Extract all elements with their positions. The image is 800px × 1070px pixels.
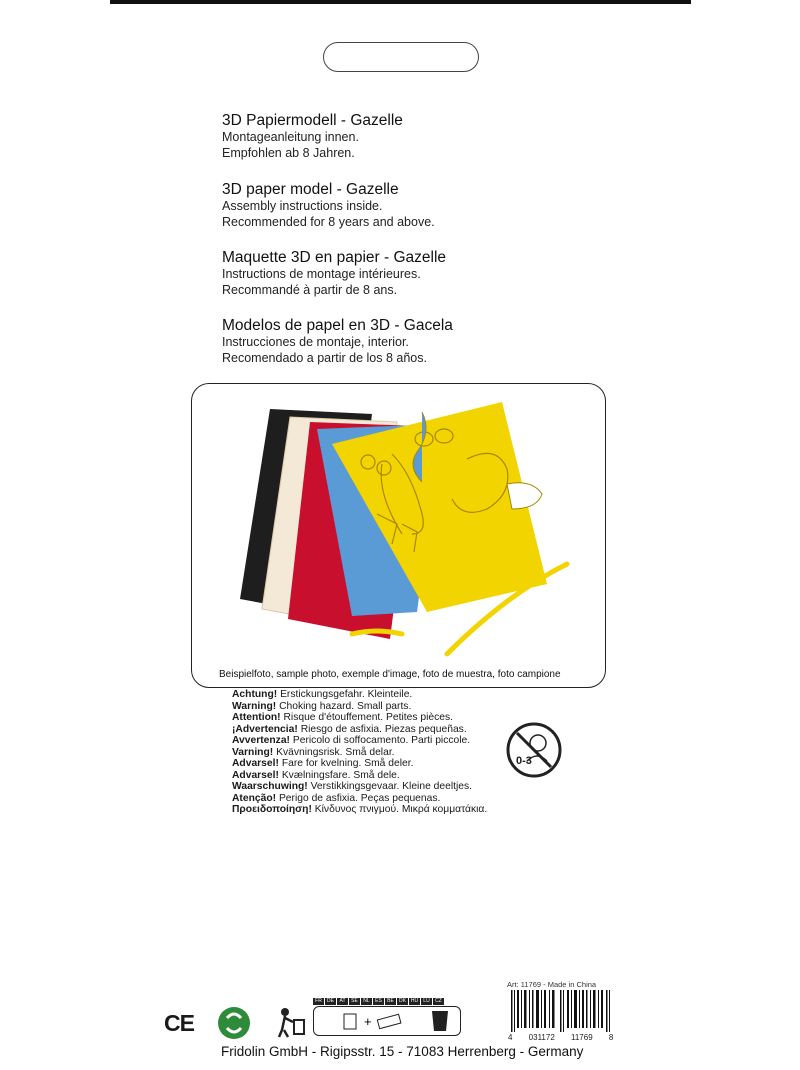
flag-hu: HU [410,998,419,1004]
plastic-icon [377,1014,401,1028]
flag-se: SE [349,998,360,1005]
bin-icon [432,1011,448,1031]
age-warning-icon [505,721,563,779]
flag-nl: NL [361,998,372,1005]
desc-line: Recommandé à partir de 8 ans. [222,282,398,297]
language-flags [313,998,445,1005]
warning-row [232,747,512,759]
warning-row [232,712,512,724]
warning-text: Kvävningsrisk. Små delar. [276,746,395,758]
warning-text: Perigo de asfixia. Peças pequenas. [278,792,441,804]
flag-at: AT [337,998,348,1005]
company-address: Fridolin GmbH - Rigipsstr. 15 - 71083 Herrenberg - Germany [221,1044,584,1059]
warning-row [232,689,512,701]
desc-en [222,180,642,230]
warning-text: Choking hazard. Small parts. [279,700,412,712]
desc-title: 3D paper model - Gazelle [222,181,399,198]
warning-label: Atenção! [232,792,277,804]
warning-label: Varning! [232,746,274,758]
desc-title: Modelos de papel en 3D - Gacela [222,317,453,334]
desc-line: Recommended for 8 years and above. [222,214,435,229]
age-label: 0-3 [516,755,532,767]
warning-label: Advarsel! [232,758,279,770]
desc-line: Empfohlen ab 8 Jahren. [222,145,355,160]
warning-label: Waarschuwing! [232,781,308,793]
plus-icon: + [364,1014,372,1029]
barcode-digits: 4 031172 11769 8 [508,1033,614,1042]
warning-label: Advarsel! [232,769,279,781]
top-edge-bar [110,0,691,4]
flag-de: DE [325,998,336,1005]
warning-text: Risque d'étouffement. Petites pièces. [283,712,453,724]
warning-row [232,735,512,747]
flag-fr: FR [313,998,324,1005]
warning-label: ¡Advertencia! [232,723,298,735]
warning-row [232,793,512,805]
barcode-icon [505,988,623,1032]
desc-line: Instructions de montage intérieures. [222,267,421,281]
warning-text: Kvælningsfare. Små dele. [281,769,400,781]
warning-row [232,758,512,770]
warning-row [232,804,512,816]
warning-label: Avvertenza! [232,735,290,747]
warning-row [232,770,512,782]
desc-line: Montageanleitung innen. [222,130,359,144]
desc-fr [222,248,642,298]
desc-title: Maquette 3D en papier - Gazelle [222,249,447,266]
flag-lu: LU [421,998,432,1005]
warning-row [232,724,512,736]
warning-row [232,701,512,713]
desc-line: Recomendado a partir de los 8 años. [222,350,427,365]
warning-label: Προειδοποίηση! [232,804,312,816]
flag-cz: CZ [433,998,444,1005]
desc-de [222,111,642,161]
article-number: Art: 11769 - Made in China [507,980,597,989]
warning-text: Pericolo di soffocamento. Parti piccole. [292,735,471,747]
flag-es: ES [373,998,384,1005]
ce-mark: CE [164,1010,194,1036]
recycle-icon [217,1006,251,1040]
warning-text: Erstickungsgefahr. Kleinteile. [280,689,413,700]
paper-sheets-illustration [192,384,605,687]
flag-dk: DK [397,998,408,1005]
warning-label: Attention! [232,712,281,724]
warning-row [232,781,512,793]
warning-text: Κίνδυνος πνιγμού. Μικρά κομματάκια. [314,804,488,816]
desc-line: Assembly instructions inside. [222,199,383,213]
hang-hole [323,42,479,72]
warning-text: Verstikkingsgevaar. Kleine deeltjes. [310,781,473,793]
warning-label: Achtung! [232,689,278,700]
sample-photo [191,383,606,688]
warning-text: Riesgo de asfixia. Piezas pequeñas. [300,723,467,735]
paper-icon [344,1014,356,1029]
sorting-icons [314,1007,460,1035]
tidyman-icon [276,1006,306,1038]
triman-sorting-box [313,1006,461,1036]
desc-line: Instrucciones de montaje, interior. [222,335,409,349]
desc-title: 3D Papiermodell - Gazelle [222,112,403,129]
sorting-info-box [313,998,461,1036]
warning-text: Fare for kvelning. Små deler. [281,758,414,770]
warning-label: Warning! [232,700,277,712]
flag-be: BE [385,998,396,1005]
photo-caption: Beispielfoto, sample photo, exemple d'image, foto de muestra, foto campione [219,669,561,680]
desc-es [222,316,642,366]
safety-warnings [232,689,512,816]
